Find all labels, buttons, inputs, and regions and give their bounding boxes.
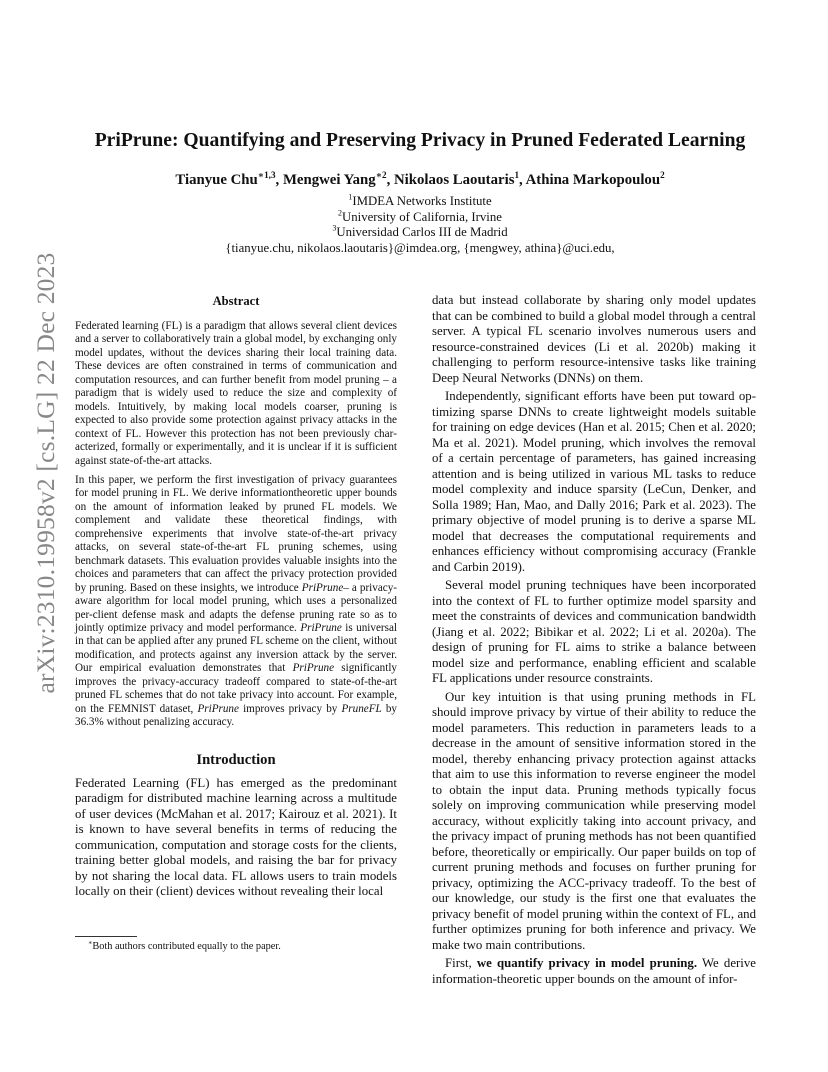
abstract-paragraph-2: In this paper, we perform the first investigation of privacy guarantees for model pruning in FL. We derive informationtheoretic upper bounds on the amount of information leaked by pruned FL models. We complement and validate these theoretical findings, with comprehensive experiments that involve state-of-the-art privacy attacks, on several state-of-the-art FL pruning schemes, using benchmark datasets. This evaluation provides valuable insights into the choices and parameters that can affect the privacy protection provided by pruning. Based on these insights, we introduce PriPrune– a privacy-aware algorithm for local model pruning, which uses a personalized per-client defense mask and adapts the defense pruning rate so as to jointly optimize privacy and model performance. PriPrune is universal in that can be applied after any pruned FL scheme on the client, without modification, and protects against any inversion attack by the server. Our empirical evaluation demonstrates that PriPrune significantly improves the privacy-accuracy tradeoff compared to state-of-the-art pruned FL schemes that do not take privacy into account. For example, on the FEMNIST dataset, PriPrune improves privacy by PruneFL by 36.3% without penalizing accuracy. xyxy=(75,473,398,729)
affiliation-mark: 1 xyxy=(348,192,353,202)
body-paragraph: First, we quantify privacy in model pruning. We derive information-theoretic upper bounds on the amount of infor- xyxy=(432,956,756,986)
author-separator: , xyxy=(519,172,526,188)
author-list xyxy=(60,171,780,189)
affiliation-line xyxy=(60,210,780,226)
author-emails: {tianyue.chu, nikolaos.laoutaris}@imdea.org, {mengwey, athina}@uci.edu, xyxy=(225,240,615,255)
affiliation-text: University of California, Irvine xyxy=(342,209,502,224)
author-separator: , xyxy=(386,172,394,188)
affiliation-line xyxy=(60,225,780,241)
affiliation-mark: 2 xyxy=(338,208,343,218)
arxiv-stamp xyxy=(31,251,60,694)
left-column xyxy=(75,293,397,900)
author-separator: , xyxy=(275,172,283,188)
author-name: Mengwei Yang xyxy=(282,172,376,188)
introduction-heading: Introduction xyxy=(196,751,276,768)
affiliation-line xyxy=(60,194,780,210)
footnote-divider xyxy=(75,936,137,937)
affiliations xyxy=(60,194,780,256)
author-affil-mark: 2 xyxy=(660,170,665,181)
right-column xyxy=(432,293,756,987)
baseline-name: PruneFL xyxy=(341,702,382,715)
author-name: Athina Markopoulou xyxy=(525,172,661,188)
body-paragraph: Our key intuition is that using pruning methods in FL should improve privacy by virtue of their ability to reduce the model parameters. This reduction in parameters leads to a decrease in the amount of sensitive information stored in the model, thereby enhancing privacy protection against attacks that aim to use this information to reverse engineer the model to obtain the input data. Pruning methods typically focus solely on improving communication while preserving model accuracy, without explicitly taking into account privacy, and the privacy impact of pruning methods has not been quantified before, theoretically or empirically. Our paper builds on top of current pruning methods and focuses on further pruning for privacy, optimizing the ACC-privacy tradeoff. To the best of our knowledge, our study is the first one that evaluates the privacy benefit of model pruning within the context of FL, and further optimizes pruning for both inference and privacy. We make two main contributions. xyxy=(432,689,756,952)
body-paragraph: data but instead collaborate by sharing only model updates that can be combined to build a global model through a central server. A typical FL scenario involves numerous users and resource-constrained devices (Li et al. 2020b) making it challenging to perform resource-intensive tasks like training Deep Neural Networks (DNNs) on them. xyxy=(432,293,756,385)
method-name: PriPrune xyxy=(301,581,344,594)
contribution-highlight: we quantify privacy in model pruning. xyxy=(476,956,698,970)
author-name: Tianyue Chu xyxy=(175,172,258,188)
method-name: PriPrune xyxy=(292,662,335,675)
footnote-text: Both authors contributed equally to the paper. xyxy=(92,941,281,952)
paper-title: PriPrune: Quantifying and Preserving Privacy in Pruned Federated Learning xyxy=(94,130,746,151)
arxiv-stamp-text: arXiv:2310.19958v2 [cs.LG] 22 Dec 2023 xyxy=(31,251,60,694)
author-affil-mark: 1 xyxy=(514,170,520,181)
body-paragraph: Several model pruning techniques have been incorporated into the context of FL to further optimize model sparsity and meet the constraints of devices and communication bandwidth (Jiang et al. 2022; Bibikar et al. 2022; Li et al. 2020a). The design of pruning for FL aims to strike a balance between model size and performance, enabling efficient and scalable FL applications under resource constraints. xyxy=(432,578,756,685)
introduction-paragraph-1: Federated Learning (FL) has emerged as the predominant paradigm for distributed machine learning across a multitude of user devices (McMahan et al. 2017; Kairouz et al. 2021). It is known to have several benefits in terms of reducing the communication, computation and storage costs for the clients, training better global models, and raising the bar for privacy by not sharing the local data. FL allows users to train models locally on their (client) devices without revealing their local xyxy=(75,775,397,899)
author-affil-mark: ∗1,3 xyxy=(257,170,276,181)
body-paragraph: Independently, significant efforts have been put toward optimizing sparse DNNs to create lightweight models suitable for training on edge devices (Han et al. 2015; Chen et al. 2020; Ma et al. 2021). Model pruning, which involves the removal of a certain percentage of parameters, has gained increasing attention and is being utilized in various ML tasks to reduce model complexity and induce sparsity (LeCun, Denker, and Solla 1989; Han, Mao, and Dally 2016; Park et al. 2023). The primary objective of model pruning is to derive a sparse ML model that decreases the computational requirements and enhances efficiency without compromising accuracy (Frankle and Carbin 2019). xyxy=(432,389,756,574)
abstract-heading: Abstract xyxy=(212,294,260,308)
affiliation-text: IMDEA Networks Institute xyxy=(352,194,492,208)
affiliation-mark: 3 xyxy=(332,223,337,233)
footnote-mark: ∗ xyxy=(88,939,93,947)
footnote xyxy=(88,940,388,953)
abstract-paragraph-1: Federated learning (FL) is a paradigm that allows several client devices and a server to collaboratively train a global model, by exchanging only model updates, without the devices sharing their local training data. These devices are often constrained in terms of communication and computation resources, and can further benefit from model pruning – a paradigm that is widely used to reduce the size and complexity of models. Intuitively, by making local models coarser, pruning is expected to also provide some protection against privacy attacks in the context of FL. However this protection has not been previously characterized, formally or experimentally, and it is unclear if it is sufficient against state-of-the-art attacks. xyxy=(75,320,397,467)
method-name: PriPrune xyxy=(300,621,342,634)
affiliation-text: Universidad Carlos III de Madrid xyxy=(336,225,508,240)
author-affil-mark: ∗2 xyxy=(375,170,387,181)
author-name: Nikolaos Laoutaris xyxy=(394,172,515,188)
method-name: PriPrune xyxy=(197,702,239,715)
